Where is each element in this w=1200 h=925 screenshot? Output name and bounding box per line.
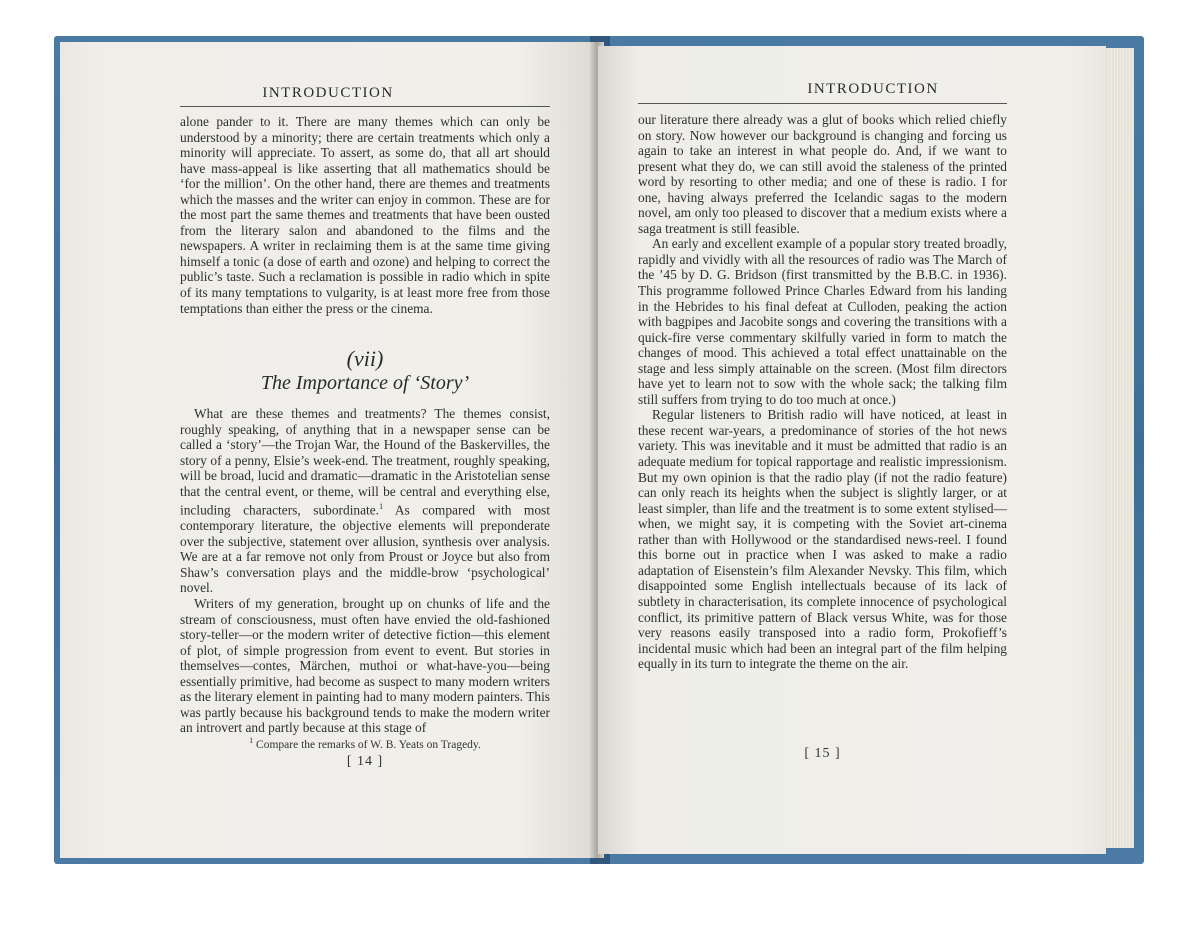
head-rule-left: [180, 106, 550, 107]
right-paragraph-2: An early and excellent example of a popular story treated broadly, rapidly and vividly with all the resources of radio was The March of the ’45 by D. G. Bridson (first transmitted by the B.B.C. in 1936). This programme followed Prince Charles Edward from his landing in the Hebrides to his final defeat at Culloden, peaking the action with bagpipes and Jacobite songs and covering the transitions with a quick-fire verse commentary skilfully varied in form to match the changes of mood. This achieved a total effect unattainable on the stage and less simply attainable on the screen. (Most film directors have yet to learn not to sow with the whole sack; the talking film still suffers from trying to do too much at once.): [638, 236, 1007, 407]
section-title: The Importance of ‘Story’: [260, 372, 470, 394]
left-page: [60, 42, 596, 858]
left-text-bottom: [180, 406, 550, 736]
right-paragraph-3: Regular listeners to British radio will have noticed, at least in these recent war-years, a predominance of stories of the hot news variety. This was inevitable and it must be admitted that radio is an adequate medium for topical rapportage and realistic impressionism. But my own opinion is that the radio play (if not the radio feature) can only reach its heights when the subject is slightly larger, or at least simpler, than life and the treatment is to some extent stylised—when, we might say, it is competing with the Soviet art-cinema rather than with Hollywood or the standardised news-reel. I found this borne out in practice when I was asked to make a radio adaptation of Eisenstein’s film Alexander Nevsky. This film, which disappointed some English intellectuals because of its lack of subtlety in characterisation, its complete innocence of psychological conflict, its primitive pattern of Black versus White, was for those very reasons easily transposed into a radio form, Prokofieff’s incidental music which had been an integral part of the film helping equally in its turn to integrate the theme on the air.: [638, 407, 1007, 672]
running-head-right: INTRODUCTION: [807, 81, 939, 97]
right-page: [598, 46, 1106, 854]
page-edges: [1104, 48, 1134, 848]
section-number: (vii): [346, 346, 384, 371]
open-book: [54, 36, 1144, 864]
left-paragraph-2: [180, 406, 550, 596]
page-number-left: [ 14 ]: [346, 754, 384, 769]
footnote-text: Compare the remarks of W. B. Yeats on Tragedy.: [253, 738, 481, 751]
footnote-mark: 1: [249, 736, 254, 745]
left-text-top: [180, 114, 550, 316]
left-paragraph-2-text: What are these themes and treatments? The themes consist, roughly speaking, of anything that in a newspaper sense can be called a ‘story’—the Trojan War, the Hound of the Baskervilles, the story of a penny, Elsie’s week-end. The treatment, roughly speaking, will be broad, lucid and dramatic—dramatic in the Aristotelian sense that the central event, or theme, will be central and everything else, including characters, subordinate.: [180, 406, 550, 518]
head-rule-right: [638, 103, 1007, 104]
left-paragraph-1: alone pander to it. There are many themes which can only be understood by a minority; there are certain treatments which only a minority will appreciate. To assert, as some do, that all art should have mass-appeal is like asserting that all mathematics should be ‘for the million’. On the other hand, there are themes and treatments which the masses and the writer can enjoy in common. These are for the most part the same themes and treatments that have been ousted from the literary salon and abandoned to the films and the newspapers. A writer in reclaiming them is at the same time giving himself a tonic (a dose of earth and ozone) and helping to correct the public’s taste. Such a reclamation is possible in radio which in spite of its many temptations to vulgarity, is at least more free from those temptations than either the press or the cinema.: [180, 114, 550, 316]
left-paragraph-3: Writers of my generation, brought up on chunks of life and the stream of consciousness, must often have envied the old-fashioned story-teller—or the modern writer of detective fiction—this element of plot, of simple progression from event to event. But stories in themselves—contes, Märchen, muthoi or what-have-you—being essentially primitive, had become as suspect to many modern writers as the literary element in painting had to many modern painters. This was partly because his background tends to make the modern writer an introvert and partly because at this stage of: [180, 596, 550, 736]
footnote-reference: 1: [379, 502, 384, 512]
right-paragraph-1: our literature there already was a glut of books which relied chiefly on story. Now however our background is changing and forcing us again to take an interest in what people do. And, if we want to present what they do, we can still avoid the staleness of the printed word by resorting to other media; and one of these is radio. I for one, having always preferred the Icelandic sagas to the modern novel, am only too pleased to discover that a medium exists where a saga treatment is still feasible.: [638, 112, 1007, 236]
left-paragraph-2-cont: As compared with most contemporary literature, the objective elements will preponderate over the subjective, statement over allusion, synthesis over analysis. We are at a far remove not only from Proust or Joyce but also from Shaw’s conversation plays and the middle-brow ‘psychological’ novel.: [180, 502, 550, 596]
right-text: [638, 112, 1007, 672]
running-head-left: INTRODUCTION: [262, 85, 394, 101]
page-number-right: [ 15 ]: [804, 746, 841, 761]
footnote: [180, 736, 550, 751]
